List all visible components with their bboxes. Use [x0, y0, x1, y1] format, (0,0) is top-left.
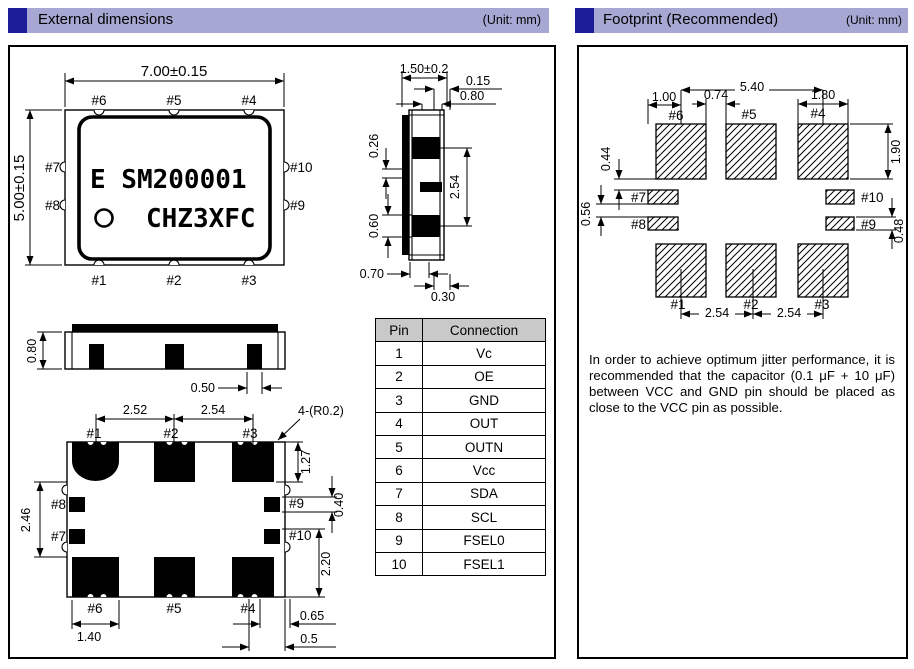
side-pad	[412, 137, 440, 159]
pin-number: 2	[376, 365, 423, 388]
dim-side-bottom1	[360, 262, 448, 281]
footprint-pad-10	[826, 190, 854, 204]
dim-label: 0.40	[332, 492, 346, 518]
pin-connection: OE	[423, 365, 546, 388]
pin-label: #7	[630, 190, 646, 205]
pin-label: #7	[44, 160, 60, 175]
pin-connection: SDA	[423, 482, 546, 505]
dim-label: 2.52	[122, 403, 148, 417]
dim-front-height	[25, 332, 62, 369]
dim-label: 1.40	[76, 630, 102, 644]
dim-label: 0.30	[430, 290, 456, 304]
table-row	[376, 365, 546, 388]
dim-side-mid-pad	[367, 134, 402, 199]
pin-number: 10	[376, 552, 423, 575]
section-title: External dimensions	[38, 11, 174, 28]
pin-connection: SCL	[423, 506, 546, 529]
front-pad	[89, 344, 104, 369]
pin-connection: FSEL1	[423, 552, 546, 575]
pin-label: #6	[668, 108, 684, 123]
dim-label: 2.54	[776, 306, 802, 320]
table-row	[376, 529, 546, 552]
footprint-pad-2	[726, 244, 776, 297]
pin-label: #4	[241, 93, 257, 108]
pin-label: #8	[44, 198, 60, 213]
dim-label: 2.20	[319, 551, 333, 577]
dim-label: 1.90	[889, 139, 903, 165]
unit-label: (Unit: mm)	[846, 13, 902, 27]
table-header-connection: Connection	[423, 319, 546, 342]
pin-label: #1	[91, 273, 107, 288]
pin-label: #2	[743, 297, 759, 312]
dim-edge2	[222, 599, 336, 651]
dim-label: 2.46	[19, 507, 33, 533]
table-row	[376, 552, 546, 575]
footprint-pad-7	[648, 190, 678, 204]
dim-label: 0.50	[190, 381, 215, 395]
pad-1	[72, 442, 119, 481]
pin-connection: GND	[423, 389, 546, 412]
table-row	[376, 435, 546, 458]
pin-number: 7	[376, 482, 423, 505]
dim-label: 0.80	[459, 89, 485, 103]
dim-side-bottom2	[414, 274, 469, 304]
pad-4	[232, 557, 274, 597]
pin-number: 3	[376, 389, 423, 412]
jitter-note: In order to achieve optimum jitter performance, it is recommended that the capacitor (0.1 μF + 10 μF) between VCC and GND pin should be placed as close to the VCC pin as possible.	[589, 352, 895, 415]
pin-label: #1	[670, 297, 686, 312]
footprint-pad-1	[656, 244, 706, 297]
pad-3	[232, 442, 274, 482]
dim-label: 5.00±0.15	[11, 154, 28, 222]
dim-side-lid	[414, 74, 502, 110]
dim-side-pitch	[440, 148, 472, 226]
dim-label: 1.00	[651, 90, 677, 104]
dim-label: 1.27	[299, 449, 313, 475]
pad-2	[154, 442, 195, 482]
section-header-external-dimensions	[8, 8, 549, 33]
dim-label: 0.60	[367, 213, 381, 239]
pin-label: #4	[810, 106, 826, 121]
pin-label: #8	[630, 217, 646, 232]
dim-body-height	[11, 110, 62, 265]
dim-label: 0.48	[892, 218, 906, 244]
dim-label: 0.80	[25, 338, 39, 364]
top-view	[11, 63, 313, 288]
pin-label: #10	[861, 190, 884, 205]
dim-gap	[692, 88, 740, 124]
pin-connection: OUT	[423, 412, 546, 435]
side-pad	[412, 215, 440, 237]
front-lid	[72, 324, 278, 332]
pin-label: #9	[290, 198, 306, 213]
table-row	[376, 412, 546, 435]
dim-label: 2.54	[200, 403, 226, 417]
pin-label: #6	[91, 93, 107, 108]
pin-label: #3	[814, 297, 830, 312]
dim-label: 0.5	[300, 632, 318, 646]
footprint-pad-9	[826, 217, 854, 230]
pin-label: #5	[166, 601, 182, 616]
side-pad-small	[420, 182, 442, 192]
pin-label: #8	[50, 497, 66, 512]
dim-label: 0.70	[359, 267, 384, 281]
footprint-pad-6	[656, 124, 706, 179]
pin-connection: Vc	[423, 342, 546, 365]
pin-label: #5	[166, 93, 182, 108]
pin-label: #10	[290, 160, 313, 175]
dim-label: 5.40	[739, 80, 765, 94]
dim-left-span	[19, 482, 67, 557]
dim-label: 0.74	[703, 88, 729, 102]
marking-line1: E SM200001	[90, 165, 247, 195]
pin-number: 4	[376, 412, 423, 435]
pad-7	[69, 529, 85, 544]
table-row	[376, 342, 546, 365]
table-row	[376, 459, 546, 482]
footprint-pad-8	[648, 217, 678, 230]
side-lid	[402, 115, 409, 255]
pin-number: 6	[376, 459, 423, 482]
bottom-view	[19, 403, 346, 651]
pin-connection: Vcc	[423, 459, 546, 482]
dim-label: 2.54	[448, 174, 462, 200]
front-view	[25, 324, 285, 395]
section-marker-square	[8, 8, 27, 33]
table-header-pin: Pin	[376, 319, 423, 342]
pad-9	[264, 497, 280, 512]
pad-6	[72, 557, 119, 597]
dim-label: 0.15	[465, 74, 491, 88]
pin-label: #2	[166, 273, 182, 288]
section-marker-square	[575, 8, 594, 33]
dim-corner-radius	[278, 404, 344, 440]
section-header-footprint	[575, 8, 908, 33]
dim-front-pad-width	[191, 372, 282, 395]
footprint-pad-4	[798, 124, 848, 179]
dim-label: 2.54	[704, 306, 730, 320]
dim-label: 0.56	[579, 201, 593, 227]
pin-label: #9	[289, 496, 305, 511]
pin-label: #5	[741, 107, 757, 122]
dim-label: 1.80	[810, 88, 836, 102]
pin-number: 1	[376, 342, 423, 365]
pin-label: #7	[50, 529, 66, 544]
footprint-pad-5	[726, 124, 776, 179]
dim-label: 7.00±0.15	[140, 63, 208, 80]
dim-side-top	[396, 89, 496, 110]
pin-label: #1	[86, 426, 102, 441]
pin-label: #6	[87, 601, 103, 616]
pin-label: #3	[242, 426, 258, 441]
dim-label: 0.26	[367, 133, 381, 159]
pin-label: #10	[289, 528, 312, 543]
dim-label: 4-(R0.2)	[298, 404, 344, 418]
section-title: Footprint (Recommended)	[603, 11, 779, 28]
unit-label: (Unit: mm)	[482, 13, 541, 27]
pin-connection: OUTN	[423, 435, 546, 458]
front-pad	[165, 344, 184, 369]
pad-8	[69, 497, 85, 512]
side-view	[360, 62, 502, 304]
table-row	[376, 389, 546, 412]
pin-number: 9	[376, 529, 423, 552]
pin-label: #2	[163, 426, 179, 441]
dim-label: 1.50±0.2	[399, 62, 449, 76]
dim-label: 0.44	[599, 146, 613, 172]
footprint-panel	[577, 45, 908, 659]
pin-connection-table	[375, 318, 546, 576]
dim-side-total	[400, 62, 449, 107]
table-row	[376, 482, 546, 505]
pin-number: 5	[376, 435, 423, 458]
dim-label: 0.65	[299, 609, 325, 623]
pin-label: #9	[861, 217, 877, 232]
footprint-pad-3	[798, 244, 848, 297]
pin-number: 8	[376, 506, 423, 529]
marking-line2: CHZ3XFC	[146, 204, 256, 234]
pad-10	[264, 529, 280, 544]
table-row	[376, 506, 546, 529]
pin-label: #4	[240, 601, 256, 616]
external-dimensions-panel	[8, 45, 556, 659]
dim-pad-height	[850, 124, 903, 179]
front-pad	[247, 344, 262, 369]
pin-connection: FSEL0	[423, 529, 546, 552]
pad-5	[154, 557, 195, 597]
pin-label: #3	[241, 273, 257, 288]
